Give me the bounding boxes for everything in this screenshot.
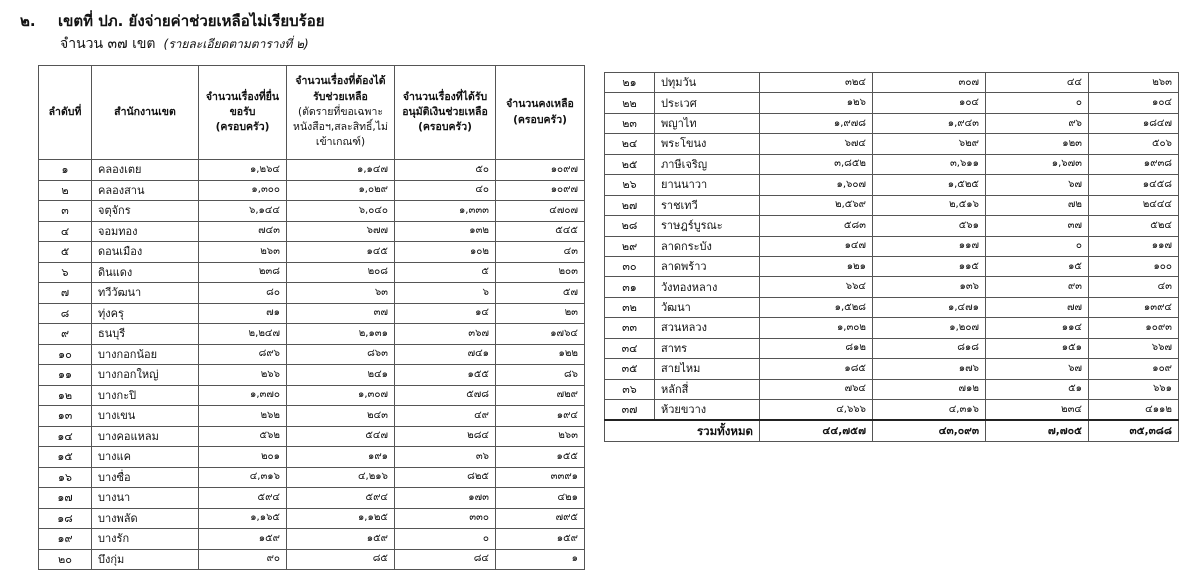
district-name: ราษฎร์บูรณะ bbox=[655, 216, 760, 236]
received-count: ๕๘๓ bbox=[760, 216, 873, 236]
remaining-count: ๑๗๖๔ bbox=[496, 324, 585, 345]
received-count: ๖๖๔ bbox=[760, 277, 873, 297]
header-eligible: จำนวนเรื่องที่ต้องได้รับช่วยเหลือ (ตัดรายที่ขอเฉพาะหนังสือฯ,สละสิทธิ์,ไม่เข้าเกณฑ์) bbox=[287, 66, 395, 160]
table-row bbox=[605, 175, 1179, 195]
received-count: ๒๖๖ bbox=[199, 365, 287, 386]
table-row bbox=[39, 283, 585, 304]
row-number: ๓๗ bbox=[605, 400, 655, 421]
approved-count: ๓๖๗ bbox=[395, 324, 496, 345]
district-name: วังทองหลาง bbox=[655, 277, 760, 297]
eligible-count: ๔,๓๑๖ bbox=[873, 400, 986, 421]
row-number: ๓๖ bbox=[605, 379, 655, 399]
eligible-count: ๖๒๙ bbox=[873, 134, 986, 154]
row-number: ๑๑ bbox=[39, 365, 92, 386]
district-name: หลักสี่ bbox=[655, 379, 760, 399]
table-row bbox=[39, 160, 585, 181]
table-row bbox=[39, 508, 585, 529]
remaining-count: ๕๗ bbox=[496, 283, 585, 304]
remaining-count: ๗๒๙ bbox=[496, 385, 585, 406]
received-count: ๑,๓๐๒ bbox=[760, 318, 873, 338]
table-row bbox=[39, 324, 585, 345]
eligible-count: ๓๗ bbox=[287, 303, 395, 324]
remaining-count: ๑๑๗ bbox=[1089, 236, 1179, 256]
table-row bbox=[605, 73, 1179, 93]
approved-count: ๑๕๕ bbox=[395, 365, 496, 386]
remaining-count: ๑๕๕ bbox=[496, 447, 585, 468]
row-number: ๓๑ bbox=[605, 277, 655, 297]
remaining-count: ๔๓ bbox=[496, 242, 585, 263]
row-number: ๓๓ bbox=[605, 318, 655, 338]
district-name: ภาษีเจริญ bbox=[655, 154, 760, 174]
table-row bbox=[605, 134, 1179, 154]
row-number: ๒๖ bbox=[605, 175, 655, 195]
received-count: ๑,๙๗๘ bbox=[760, 113, 873, 133]
approved-count: ๖ bbox=[395, 283, 496, 304]
received-count: ๕๖๒ bbox=[199, 426, 287, 447]
approved-count: ๗๔๑ bbox=[395, 344, 496, 365]
district-name: คลองสาน bbox=[92, 180, 199, 201]
row-number: ๒๑ bbox=[605, 73, 655, 93]
district-name: ทุ่งครุ bbox=[92, 303, 199, 324]
district-name: บางกอกใหญ่ bbox=[92, 365, 199, 386]
received-count: ๔,๖๖๖ bbox=[760, 400, 873, 421]
eligible-count: ๘๕ bbox=[287, 549, 395, 570]
remaining-count: ๑๘๔๗ bbox=[1089, 113, 1179, 133]
row-number: ๑๙ bbox=[39, 529, 92, 550]
table-row bbox=[39, 180, 585, 201]
header-received: จำนวนเรื่องที่ยื่นขอรับ (ครอบครัว) bbox=[199, 66, 287, 160]
eligible-count: ๖๓ bbox=[287, 283, 395, 304]
district-name: บึงกุ่ม bbox=[92, 549, 199, 570]
eligible-count: ๕๙๔ bbox=[287, 488, 395, 509]
district-name: ดินแดง bbox=[92, 262, 199, 283]
header-remaining: จำนวนคงเหลือ (ครอบครัว) bbox=[496, 66, 585, 160]
eligible-count: ๑,๑๒๕ bbox=[287, 508, 395, 529]
eligible-count: ๒๔๓ bbox=[287, 406, 395, 427]
table-row bbox=[605, 297, 1179, 317]
remaining-count: ๒๐๓ bbox=[496, 262, 585, 283]
table-row bbox=[605, 379, 1179, 399]
received-count: ๒๐๑ bbox=[199, 447, 287, 468]
table-row bbox=[605, 93, 1179, 113]
remaining-count: ๑๐๐ bbox=[1089, 256, 1179, 276]
district-name: สายไหม bbox=[655, 359, 760, 379]
district-name: บางนา bbox=[92, 488, 199, 509]
detail-note: (รายละเอียดตามตารางที่ ๒) bbox=[163, 37, 309, 51]
table-row bbox=[605, 277, 1179, 297]
approved-count: ๙๖ bbox=[986, 113, 1089, 133]
approved-count: ๐ bbox=[986, 236, 1089, 256]
remaining-count: ๕๔๕ bbox=[496, 221, 585, 242]
received-count: ๒,๒๔๗ bbox=[199, 324, 287, 345]
approved-count: ๔๔ bbox=[986, 73, 1089, 93]
eligible-count: ๖,๐๔๐ bbox=[287, 201, 395, 222]
total-approved: ๗,๗๐๕ bbox=[986, 420, 1089, 442]
remaining-count: ๑๐๙๗ bbox=[496, 160, 585, 181]
eligible-count: ๓,๖๑๑ bbox=[873, 154, 986, 174]
eligible-count: ๑๙๑ bbox=[287, 447, 395, 468]
approved-count: ๖๗ bbox=[986, 359, 1089, 379]
row-number: ๒๓ bbox=[605, 113, 655, 133]
eligible-count: ๘๑๘ bbox=[873, 338, 986, 358]
table-row bbox=[39, 488, 585, 509]
table-row bbox=[39, 385, 585, 406]
received-count: ๒๓๘ bbox=[199, 262, 287, 283]
remaining-count: ๘๖ bbox=[496, 365, 585, 386]
remaining-count: ๒๔๔๔ bbox=[1089, 195, 1179, 215]
district-name: ราชเทวี bbox=[655, 195, 760, 215]
row-number: ๒๙ bbox=[605, 236, 655, 256]
table-row bbox=[39, 221, 585, 242]
received-count: ๗๖๔ bbox=[760, 379, 873, 399]
approved-count: ๐ bbox=[986, 93, 1089, 113]
eligible-count: ๕๖๑ bbox=[873, 216, 986, 236]
row-number: ๒๗ bbox=[605, 195, 655, 215]
received-count: ๒๖๒ bbox=[199, 406, 287, 427]
received-count: ๒,๕๖๙ bbox=[760, 195, 873, 215]
district-name: พญาไท bbox=[655, 113, 760, 133]
approved-count: ๕๑ bbox=[986, 379, 1089, 399]
total-eligible: ๔๓,๐๙๓ bbox=[873, 420, 986, 442]
approved-count: ๓๖ bbox=[395, 447, 496, 468]
table-row bbox=[605, 338, 1179, 358]
district-name: ลาดกระบัง bbox=[655, 236, 760, 256]
total-row bbox=[605, 420, 1179, 442]
remaining-count: ๖๖๑ bbox=[1089, 379, 1179, 399]
eligible-count: ๑๑๗ bbox=[873, 236, 986, 256]
eligible-count: ๑๓๖ bbox=[873, 277, 986, 297]
district-name: ยานนาวา bbox=[655, 175, 760, 195]
section-subheading bbox=[60, 33, 309, 55]
approved-count: ๑๗๓ bbox=[395, 488, 496, 509]
approved-count: ๙๓ bbox=[986, 277, 1089, 297]
district-name: บางรัก bbox=[92, 529, 199, 550]
received-count: ๕๙๔ bbox=[199, 488, 287, 509]
remaining-count: ๑๐๙ bbox=[1089, 359, 1179, 379]
district-name: จอมทอง bbox=[92, 221, 199, 242]
district-name: บางแค bbox=[92, 447, 199, 468]
approved-count: ๗๒ bbox=[986, 195, 1089, 215]
row-number: ๑๐ bbox=[39, 344, 92, 365]
received-count: ๓๒๔ bbox=[760, 73, 873, 93]
district-name: จตุจักร bbox=[92, 201, 199, 222]
remaining-count: ๕๐๖ bbox=[1089, 134, 1179, 154]
remaining-count: ๔๓ bbox=[1089, 277, 1179, 297]
district-name: บางพลัด bbox=[92, 508, 199, 529]
received-count: ๗๔๓ bbox=[199, 221, 287, 242]
district-name: บางคอแหลม bbox=[92, 426, 199, 447]
received-count: ๑,๕๒๘ bbox=[760, 297, 873, 317]
received-count: ๑,๒๖๔ bbox=[199, 160, 287, 181]
approved-count: ๔๙ bbox=[395, 406, 496, 427]
eligible-count: ๑,๔๗๑ bbox=[873, 297, 986, 317]
table-row bbox=[39, 447, 585, 468]
district-name: ดอนเมือง bbox=[92, 242, 199, 263]
remaining-count: ๔๗๐๗ bbox=[496, 201, 585, 222]
received-count: ๑๔๗ bbox=[760, 236, 873, 256]
approved-count: ๐ bbox=[395, 529, 496, 550]
received-count: ๘๐ bbox=[199, 283, 287, 304]
district-name: บางกะปิ bbox=[92, 385, 199, 406]
eligible-count: ๑๗๖ bbox=[873, 359, 986, 379]
approved-count: ๕๐ bbox=[395, 160, 496, 181]
eligible-count: ๕๔๗ bbox=[287, 426, 395, 447]
received-count: ๑,๑๖๕ bbox=[199, 508, 287, 529]
district-name: ปทุมวัน bbox=[655, 73, 760, 93]
remaining-count: ๔๑๑๒ bbox=[1089, 400, 1179, 421]
district-name: ลาดพร้าว bbox=[655, 256, 760, 276]
eligible-count: ๒๐๘ bbox=[287, 262, 395, 283]
header-seq: ลำดับที่ bbox=[39, 66, 92, 160]
table-row bbox=[39, 344, 585, 365]
received-count: ๑๒๑ bbox=[760, 256, 873, 276]
row-number: ๒๐ bbox=[39, 549, 92, 570]
row-number: ๙ bbox=[39, 324, 92, 345]
table-row bbox=[39, 467, 585, 488]
remaining-count: ๑๙๓๘ bbox=[1089, 154, 1179, 174]
row-number: ๗ bbox=[39, 283, 92, 304]
eligible-count: ๑,๐๒๙ bbox=[287, 180, 395, 201]
row-number: ๑๖ bbox=[39, 467, 92, 488]
row-number: ๘ bbox=[39, 303, 92, 324]
district-name: บางกอกน้อย bbox=[92, 344, 199, 365]
approved-count: ๖๗ bbox=[986, 175, 1089, 195]
table-row bbox=[605, 113, 1179, 133]
row-number: ๑๘ bbox=[39, 508, 92, 529]
received-count: ๑,๓๗๐ bbox=[199, 385, 287, 406]
header-approved: จำนวนเรื่องที่ได้รับอนุมัติเงินช่วยเหลือ (ครอบครัว) bbox=[395, 66, 496, 160]
eligible-count: ๒๔๑ bbox=[287, 365, 395, 386]
received-count: ๖๗๔ bbox=[760, 134, 873, 154]
approved-count: ๑๓๒ bbox=[395, 221, 496, 242]
remaining-count: ๗๙๕ bbox=[496, 508, 585, 529]
table-row bbox=[605, 236, 1179, 256]
remaining-count: ๑๐๙๗ bbox=[496, 180, 585, 201]
remaining-count: ๑๒๒ bbox=[496, 344, 585, 365]
remaining-count: ๓๓๙๑ bbox=[496, 467, 585, 488]
remaining-count: ๑๙๔ bbox=[496, 406, 585, 427]
row-number: ๓๕ bbox=[605, 359, 655, 379]
remaining-count: ๖๖๗ bbox=[1089, 338, 1179, 358]
received-count: ๓,๘๕๒ bbox=[760, 154, 873, 174]
approved-count: ๑,๓๓๓ bbox=[395, 201, 496, 222]
district-count: จำนวน ๓๗ เขต bbox=[60, 36, 156, 52]
approved-count: ๕ bbox=[395, 262, 496, 283]
row-number: ๓ bbox=[39, 201, 92, 222]
table-row bbox=[605, 195, 1179, 215]
eligible-count: ๑๐๔ bbox=[873, 93, 986, 113]
row-number: ๓๐ bbox=[605, 256, 655, 276]
row-number: ๒๒ bbox=[605, 93, 655, 113]
district-name: พระโขนง bbox=[655, 134, 760, 154]
row-number: ๒๕ bbox=[605, 154, 655, 174]
eligible-count: ๖๗๗ bbox=[287, 221, 395, 242]
table-row bbox=[39, 242, 585, 263]
remaining-count: ๑ bbox=[496, 549, 585, 570]
remaining-count: ๑๔๕๘ bbox=[1089, 175, 1179, 195]
approved-count: ๑๕๑ bbox=[986, 338, 1089, 358]
received-count: ๒๖๓ bbox=[199, 242, 287, 263]
remaining-count: ๑๐๔ bbox=[1089, 93, 1179, 113]
row-number: ๒๘ bbox=[605, 216, 655, 236]
total-label: รวมทั้งหมด bbox=[605, 420, 760, 442]
received-count: ๗๑ bbox=[199, 303, 287, 324]
row-number: ๑ bbox=[39, 160, 92, 181]
district-name: บางเขน bbox=[92, 406, 199, 427]
received-count: ๖,๑๔๔ bbox=[199, 201, 287, 222]
remaining-count: ๕๒๔ bbox=[1089, 216, 1179, 236]
eligible-count: ๑๕๙ bbox=[287, 529, 395, 550]
row-number: ๑๔ bbox=[39, 426, 92, 447]
approved-count: ๑๒๓ bbox=[986, 134, 1089, 154]
table-row bbox=[39, 426, 585, 447]
remaining-count: ๒๖๓ bbox=[496, 426, 585, 447]
table-row bbox=[605, 400, 1179, 421]
received-count: ๑,๓๐๐ bbox=[199, 180, 287, 201]
row-number: ๔ bbox=[39, 221, 92, 242]
received-count: ๑๕๙ bbox=[199, 529, 287, 550]
row-number: ๑๕ bbox=[39, 447, 92, 468]
row-number: ๓๒ bbox=[605, 297, 655, 317]
table-row bbox=[605, 256, 1179, 276]
district-name: สวนหลวง bbox=[655, 318, 760, 338]
remaining-count: ๑๕๙ bbox=[496, 529, 585, 550]
approved-count: ๒๘๔ bbox=[395, 426, 496, 447]
eligible-count: ๗๑๒ bbox=[873, 379, 986, 399]
row-number: ๓๔ bbox=[605, 338, 655, 358]
approved-count: ๔๐ bbox=[395, 180, 496, 201]
approved-count: ๑๔ bbox=[395, 303, 496, 324]
eligible-count: ๑๔๕ bbox=[287, 242, 395, 263]
section-title: เขตที่ ปภ. ยังจ่ายค่าช่วยเหลือไม่เรียบร้อย bbox=[58, 12, 325, 30]
table-row bbox=[39, 365, 585, 386]
eligible-count: ๑,๙๔๓ bbox=[873, 113, 986, 133]
table-header-row bbox=[39, 66, 585, 160]
row-number: ๑๗ bbox=[39, 488, 92, 509]
row-number: ๑๓ bbox=[39, 406, 92, 427]
eligible-count: ๑,๕๒๕ bbox=[873, 175, 986, 195]
remaining-count: ๔๒๑ bbox=[496, 488, 585, 509]
eligible-count: ๑,๒๐๗ bbox=[873, 318, 986, 338]
table-row bbox=[605, 154, 1179, 174]
districts-table-right bbox=[604, 72, 1179, 442]
approved-count: ๑๕ bbox=[986, 256, 1089, 276]
remaining-count: ๒๓ bbox=[496, 303, 585, 324]
header-office: สำนักงานเขต bbox=[92, 66, 199, 160]
received-count: ๘๑๒ bbox=[760, 338, 873, 358]
approved-count: ๓๗ bbox=[986, 216, 1089, 236]
section-number: ๒. bbox=[20, 12, 36, 30]
received-count: ๔,๓๑๖ bbox=[199, 467, 287, 488]
approved-count: ๑๑๔ bbox=[986, 318, 1089, 338]
approved-count: ๕๗๘ bbox=[395, 385, 496, 406]
remaining-count: ๒๖๓ bbox=[1089, 73, 1179, 93]
approved-count: ๒๓๔ bbox=[986, 400, 1089, 421]
approved-count: ๑๐๒ bbox=[395, 242, 496, 263]
total-remaining: ๓๕,๓๘๘ bbox=[1089, 420, 1179, 442]
district-name: คลองเตย bbox=[92, 160, 199, 181]
approved-count: ๗๗ bbox=[986, 297, 1089, 317]
district-name: ธนบุรี bbox=[92, 324, 199, 345]
row-number: ๕ bbox=[39, 242, 92, 263]
districts-table-left bbox=[38, 65, 585, 570]
row-number: ๖ bbox=[39, 262, 92, 283]
section-heading bbox=[20, 9, 325, 33]
eligible-count: ๑,๓๐๗ bbox=[287, 385, 395, 406]
table-row bbox=[605, 216, 1179, 236]
eligible-count: ๘๖๓ bbox=[287, 344, 395, 365]
approved-count: ๘๔ bbox=[395, 549, 496, 570]
eligible-count: ๑,๑๔๗ bbox=[287, 160, 395, 181]
received-count: ๑๒๖ bbox=[760, 93, 873, 113]
remaining-count: ๑๓๙๔ bbox=[1089, 297, 1179, 317]
district-name: วัฒนา bbox=[655, 297, 760, 317]
approved-count: ๓๓๐ bbox=[395, 508, 496, 529]
row-number: ๑๒ bbox=[39, 385, 92, 406]
district-name: ประเวศ bbox=[655, 93, 760, 113]
eligible-count: ๑๑๕ bbox=[873, 256, 986, 276]
district-name: ห้วยขวาง bbox=[655, 400, 760, 421]
total-received: ๔๔,๗๕๗ bbox=[760, 420, 873, 442]
table-row bbox=[39, 303, 585, 324]
eligible-count: ๓๐๗ bbox=[873, 73, 986, 93]
received-count: ๙๐ bbox=[199, 549, 287, 570]
eligible-count: ๒,๕๑๖ bbox=[873, 195, 986, 215]
row-number: ๒๔ bbox=[605, 134, 655, 154]
table-row bbox=[39, 201, 585, 222]
remaining-count: ๑๐๙๓ bbox=[1089, 318, 1179, 338]
received-count: ๑๘๕ bbox=[760, 359, 873, 379]
eligible-count: ๒,๑๓๑ bbox=[287, 324, 395, 345]
approved-count: ๘๒๕ bbox=[395, 467, 496, 488]
district-name: บางซื่อ bbox=[92, 467, 199, 488]
received-count: ๘๙๖ bbox=[199, 344, 287, 365]
row-number: ๒ bbox=[39, 180, 92, 201]
approved-count: ๑,๖๗๓ bbox=[986, 154, 1089, 174]
table-row bbox=[605, 318, 1179, 338]
received-count: ๑,๖๐๗ bbox=[760, 175, 873, 195]
table-row bbox=[605, 359, 1179, 379]
table-row bbox=[39, 549, 585, 570]
table-row bbox=[39, 262, 585, 283]
district-name: สาทร bbox=[655, 338, 760, 358]
eligible-count: ๔,๒๑๖ bbox=[287, 467, 395, 488]
table-row bbox=[39, 406, 585, 427]
district-name: ทวีวัฒนา bbox=[92, 283, 199, 304]
